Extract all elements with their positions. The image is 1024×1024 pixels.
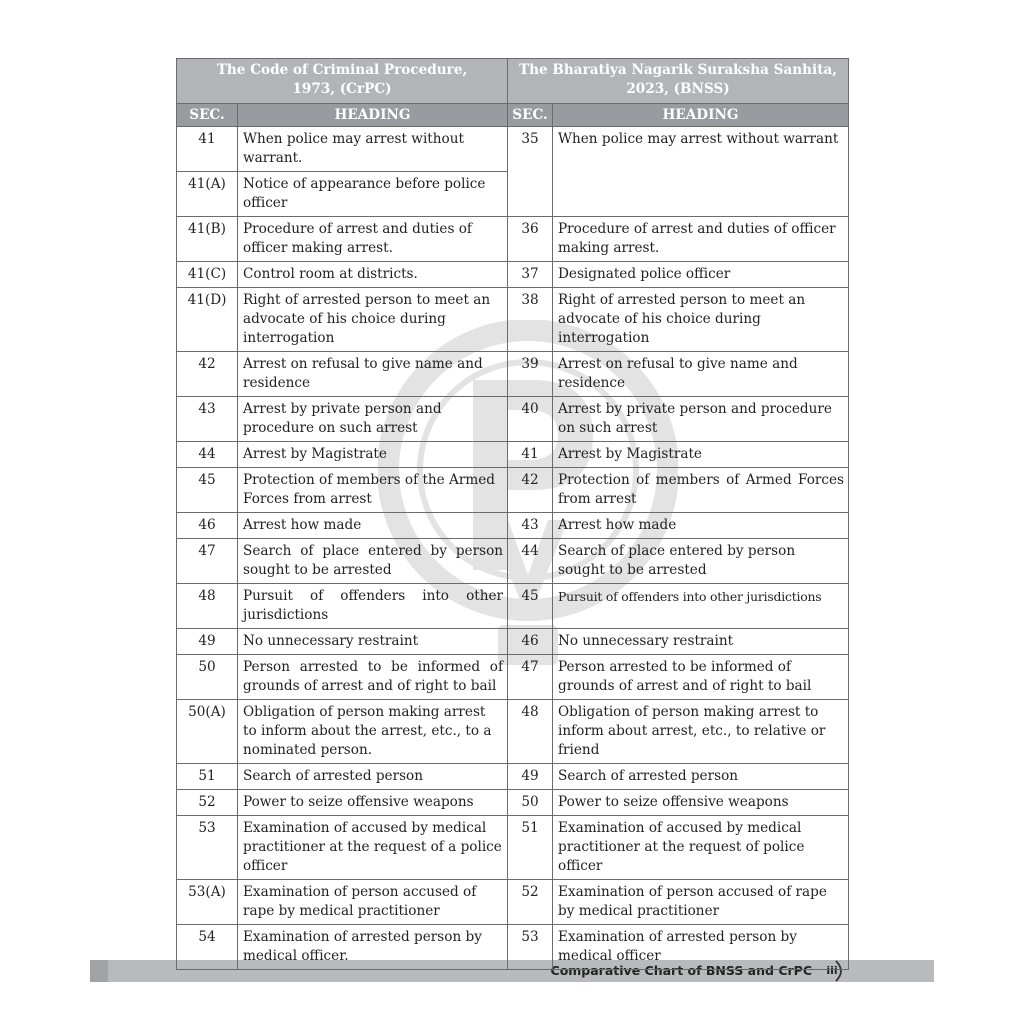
crpc-heading-cell: Arrest by Magistrate — [238, 442, 508, 468]
crpc-heading-cell: When police may arrest without warrant. — [238, 127, 508, 172]
bnss-heading-header: HEADING — [553, 104, 849, 127]
crpc-sec-cell: 52 — [177, 790, 238, 816]
crpc-title: The Code of Criminal Procedure, 1973, (CrPC) — [177, 59, 508, 104]
crpc-heading-cell: Control room at districts. — [238, 262, 508, 288]
crpc-heading-cell: Pursuit of offenders into other jurisdictions — [238, 584, 508, 629]
comparison-table — [176, 58, 849, 970]
table-title-row — [177, 59, 849, 104]
bnss-heading-cell: Arrest by Magistrate — [553, 442, 849, 468]
bnss-heading-cell: Obligation of person making arrest to inform about arrest, etc., to relative or friend — [553, 700, 849, 764]
bnss-sec-cell: 40 — [508, 397, 553, 442]
bnss-heading-cell: When police may arrest without warrant — [553, 127, 849, 217]
crpc-heading-cell: Search of arrested person — [238, 764, 508, 790]
table-row — [177, 539, 849, 584]
table-row — [177, 584, 849, 629]
crpc-sec-cell: 53 — [177, 816, 238, 880]
bnss-sec-cell: 47 — [508, 655, 553, 700]
bnss-heading-cell: No unnecessary restraint — [553, 629, 849, 655]
bnss-sec-cell: 49 — [508, 764, 553, 790]
bnss-sec-cell: 39 — [508, 352, 553, 397]
bnss-sec-cell: 43 — [508, 513, 553, 539]
table-row — [177, 397, 849, 442]
crpc-sec-cell: 50 — [177, 655, 238, 700]
bnss-heading-cell: Search of place entered by person sought to be arrested — [553, 539, 849, 584]
bnss-sec-header: SEC. — [508, 104, 553, 127]
bnss-heading-cell: Examination of accused by medical practitioner at the request of police officer — [553, 816, 849, 880]
bnss-sec-cell: 35 — [508, 127, 553, 217]
table-row — [177, 880, 849, 925]
crpc-sec-cell: 49 — [177, 629, 238, 655]
crpc-sec-cell: 53(A) — [177, 880, 238, 925]
crpc-sec-cell: 45 — [177, 468, 238, 513]
page-number: iii — [826, 964, 838, 977]
bnss-heading-cell: Arrest by private person and procedure on such arrest — [553, 397, 849, 442]
crpc-heading-cell: Arrest on refusal to give name and residence — [238, 352, 508, 397]
crpc-heading-cell: Examination of arrested person by medical officer. — [238, 925, 508, 970]
crpc-sec-cell: 50(A) — [177, 700, 238, 764]
crpc-sec-cell: 46 — [177, 513, 238, 539]
bnss-heading-cell: Power to seize offensive weapons — [553, 790, 849, 816]
bnss-heading-cell: Procedure of arrest and duties of officer making arrest. — [553, 217, 849, 262]
crpc-heading-cell: Examination of accused by medical practitioner at the request of a police officer — [238, 816, 508, 880]
bnss-sec-cell: 52 — [508, 880, 553, 925]
crpc-heading-cell: Arrest by private person and procedure on such arrest — [238, 397, 508, 442]
bnss-heading-cell: Examination of arrested person by medical officer — [553, 925, 849, 970]
bnss-sec-cell: 38 — [508, 288, 553, 352]
bnss-heading-cell: Person arrested to be informed of grounds of arrest and of right to bail — [553, 655, 849, 700]
crpc-heading-cell: Power to seize offensive weapons — [238, 790, 508, 816]
bnss-sec-cell: 36 — [508, 217, 553, 262]
crpc-heading-cell: Obligation of person making arrest to inform about the arrest, etc., to a nominated person. — [238, 700, 508, 764]
table-header-row — [177, 104, 849, 127]
crpc-heading-header: HEADING — [238, 104, 508, 127]
crpc-sec-cell: 43 — [177, 397, 238, 442]
table-row — [177, 352, 849, 397]
bnss-heading-cell: Protection of members of Armed Forces from arrest — [553, 468, 849, 513]
bnss-heading-cell: Pursuit of offenders into other jurisdictions — [553, 584, 849, 629]
table-row — [177, 127, 849, 172]
bnss-title: The Bharatiya Nagarik Suraksha Sanhita, 2023, (BNSS) — [508, 59, 849, 104]
crpc-sec-cell: 41(D) — [177, 288, 238, 352]
table-row — [177, 816, 849, 880]
crpc-sec-header: SEC. — [177, 104, 238, 127]
crpc-sec-cell: 47 — [177, 539, 238, 584]
footer-bar-accent — [90, 960, 108, 982]
bnss-heading-cell: Examination of person accused of rape by medical practitioner — [553, 880, 849, 925]
table-row — [177, 790, 849, 816]
bnss-sec-cell: 51 — [508, 816, 553, 880]
table-row — [177, 217, 849, 262]
table-row — [177, 764, 849, 790]
crpc-heading-cell: Right of arrested person to meet an advocate of his choice during interrogation — [238, 288, 508, 352]
crpc-sec-cell: 41 — [177, 127, 238, 172]
table-row — [177, 655, 849, 700]
crpc-heading-cell: Search of place entered by person sought to be arrested — [238, 539, 508, 584]
crpc-sec-cell: 41(C) — [177, 262, 238, 288]
table-row — [177, 700, 849, 764]
table-row — [177, 288, 849, 352]
table-row — [177, 513, 849, 539]
footer-title: Comparative Chart of BNSS and CrPC — [550, 963, 812, 978]
crpc-heading-cell: Protection of members of the Armed Forces from arrest — [238, 468, 508, 513]
bnss-heading-cell: Designated police officer — [553, 262, 849, 288]
crpc-sec-cell: 44 — [177, 442, 238, 468]
bnss-sec-cell: 44 — [508, 539, 553, 584]
crpc-heading-cell: Arrest how made — [238, 513, 508, 539]
crpc-heading-cell: No unnecessary restraint — [238, 629, 508, 655]
table-row — [177, 925, 849, 970]
crpc-heading-cell: Person arrested to be informed of grounds of arrest and of right to bail — [238, 655, 508, 700]
crpc-heading-cell: Procedure of arrest and duties of officer making arrest. — [238, 217, 508, 262]
crpc-sec-cell: 48 — [177, 584, 238, 629]
crpc-sec-cell: 41(A) — [177, 172, 238, 217]
bnss-sec-cell: 37 — [508, 262, 553, 288]
bnss-heading-cell: Right of arrested person to meet an advocate of his choice during interrogation — [553, 288, 849, 352]
crpc-sec-cell: 41(B) — [177, 217, 238, 262]
bnss-heading-cell: Arrest how made — [553, 513, 849, 539]
bnss-sec-cell: 53 — [508, 925, 553, 970]
crpc-heading-cell: Examination of person accused of rape by medical practitioner — [238, 880, 508, 925]
crpc-heading-cell: Notice of appearance before police officer — [238, 172, 508, 217]
bnss-heading-cell: Search of arrested person — [553, 764, 849, 790]
crpc-sec-cell: 51 — [177, 764, 238, 790]
table-row — [177, 468, 849, 513]
bnss-heading-cell: Arrest on refusal to give name and residence — [553, 352, 849, 397]
crpc-sec-cell: 54 — [177, 925, 238, 970]
bnss-sec-cell: 45 — [508, 584, 553, 629]
bnss-sec-cell: 46 — [508, 629, 553, 655]
table-row — [177, 629, 849, 655]
bnss-sec-cell: 42 — [508, 468, 553, 513]
table-row — [177, 262, 849, 288]
table-row — [177, 442, 849, 468]
crpc-sec-cell: 42 — [177, 352, 238, 397]
bnss-sec-cell: 41 — [508, 442, 553, 468]
bnss-sec-cell: 50 — [508, 790, 553, 816]
bnss-sec-cell: 48 — [508, 700, 553, 764]
